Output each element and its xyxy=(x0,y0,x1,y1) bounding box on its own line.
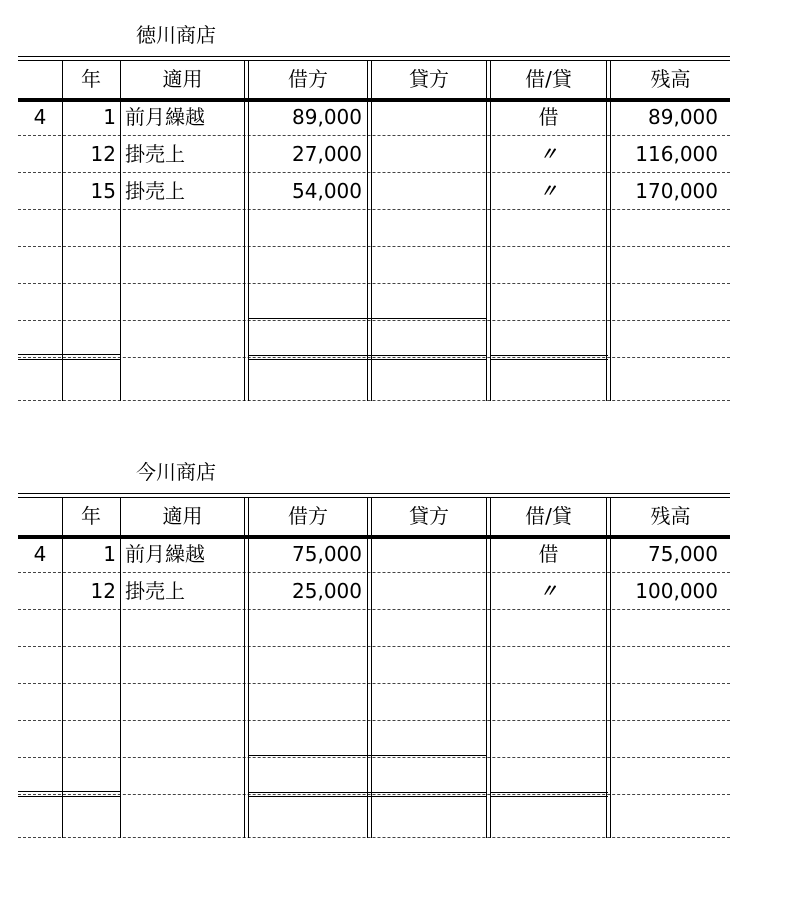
header-top-rule xyxy=(18,60,730,61)
table-row xyxy=(18,99,730,136)
cell-day: 15 xyxy=(90,179,116,203)
cell-balance: 75,000 xyxy=(648,542,718,566)
row-separator xyxy=(18,720,730,721)
header-debit: 借方 xyxy=(288,67,328,91)
cell-balance: 89,000 xyxy=(648,105,718,129)
header-dc: 借/貸 xyxy=(525,67,572,91)
cell-description: 前月繰越 xyxy=(125,542,205,566)
header-description: 適用 xyxy=(162,67,203,91)
cell-debit: 75,000 xyxy=(292,542,362,566)
ledger-title: 今川商店 xyxy=(136,460,216,484)
header-top-rule xyxy=(18,56,730,57)
row-separator xyxy=(18,320,730,321)
row-separator xyxy=(18,646,730,647)
row-separator xyxy=(18,246,730,247)
table-row xyxy=(18,536,730,573)
header-balance: 残高 xyxy=(650,504,691,528)
row-separator xyxy=(18,683,730,684)
closing-rule xyxy=(490,796,608,797)
closing-rule xyxy=(18,796,120,797)
cell-month: 4 xyxy=(33,542,47,566)
table-row xyxy=(18,136,730,173)
cell-debit: 54,000 xyxy=(292,179,362,203)
closing-rule xyxy=(18,354,120,355)
row-separator xyxy=(18,794,730,795)
header-top-rule xyxy=(18,497,730,498)
cell-description: 掛売上 xyxy=(125,579,185,603)
row-separator xyxy=(18,837,730,838)
header-debit: 借方 xyxy=(288,504,328,528)
table-row xyxy=(18,173,730,210)
cell-debit: 27,000 xyxy=(292,142,362,166)
row-separator xyxy=(18,283,730,284)
closing-rule xyxy=(490,355,608,356)
cell-dc: 〃 xyxy=(539,581,558,601)
cell-description: 掛売上 xyxy=(125,142,185,166)
ledger-title: 徳川商店 xyxy=(136,23,216,47)
cell-dc: 〃 xyxy=(539,144,558,164)
header-balance: 残高 xyxy=(650,67,691,91)
header-description: 適用 xyxy=(162,504,203,528)
cell-debit: 89,000 xyxy=(292,105,362,129)
closing-rule xyxy=(490,359,608,360)
cell-day: 12 xyxy=(90,142,116,166)
ledger-imagawa xyxy=(18,455,730,815)
closing-rule xyxy=(18,791,120,792)
table-row xyxy=(18,573,730,610)
cell-dc: 借 xyxy=(538,105,559,129)
header-year: 年 xyxy=(81,67,101,91)
cell-balance: 100,000 xyxy=(635,579,718,603)
closing-rule xyxy=(18,359,120,360)
cell-day: 12 xyxy=(90,579,116,603)
row-separator xyxy=(18,400,730,401)
cell-dc: 〃 xyxy=(539,181,558,201)
cell-description: 掛売上 xyxy=(125,179,185,203)
cell-day: 1 xyxy=(103,542,116,566)
header-dc: 借/貸 xyxy=(525,504,572,528)
cell-balance: 116,000 xyxy=(635,142,718,166)
cell-balance: 170,000 xyxy=(635,179,718,203)
ledger-tokugawa xyxy=(18,18,730,378)
header-top-rule xyxy=(18,493,730,494)
cell-day: 1 xyxy=(103,105,116,129)
header-credit: 貸方 xyxy=(409,67,449,91)
row-separator xyxy=(18,757,730,758)
header-year: 年 xyxy=(81,504,101,528)
closing-rule xyxy=(490,792,608,793)
cell-dc: 借 xyxy=(538,542,559,566)
cell-description: 前月繰越 xyxy=(125,105,205,129)
header-credit: 貸方 xyxy=(409,504,449,528)
cell-month: 4 xyxy=(33,105,47,129)
cell-debit: 25,000 xyxy=(292,579,362,603)
row-separator xyxy=(18,357,730,358)
